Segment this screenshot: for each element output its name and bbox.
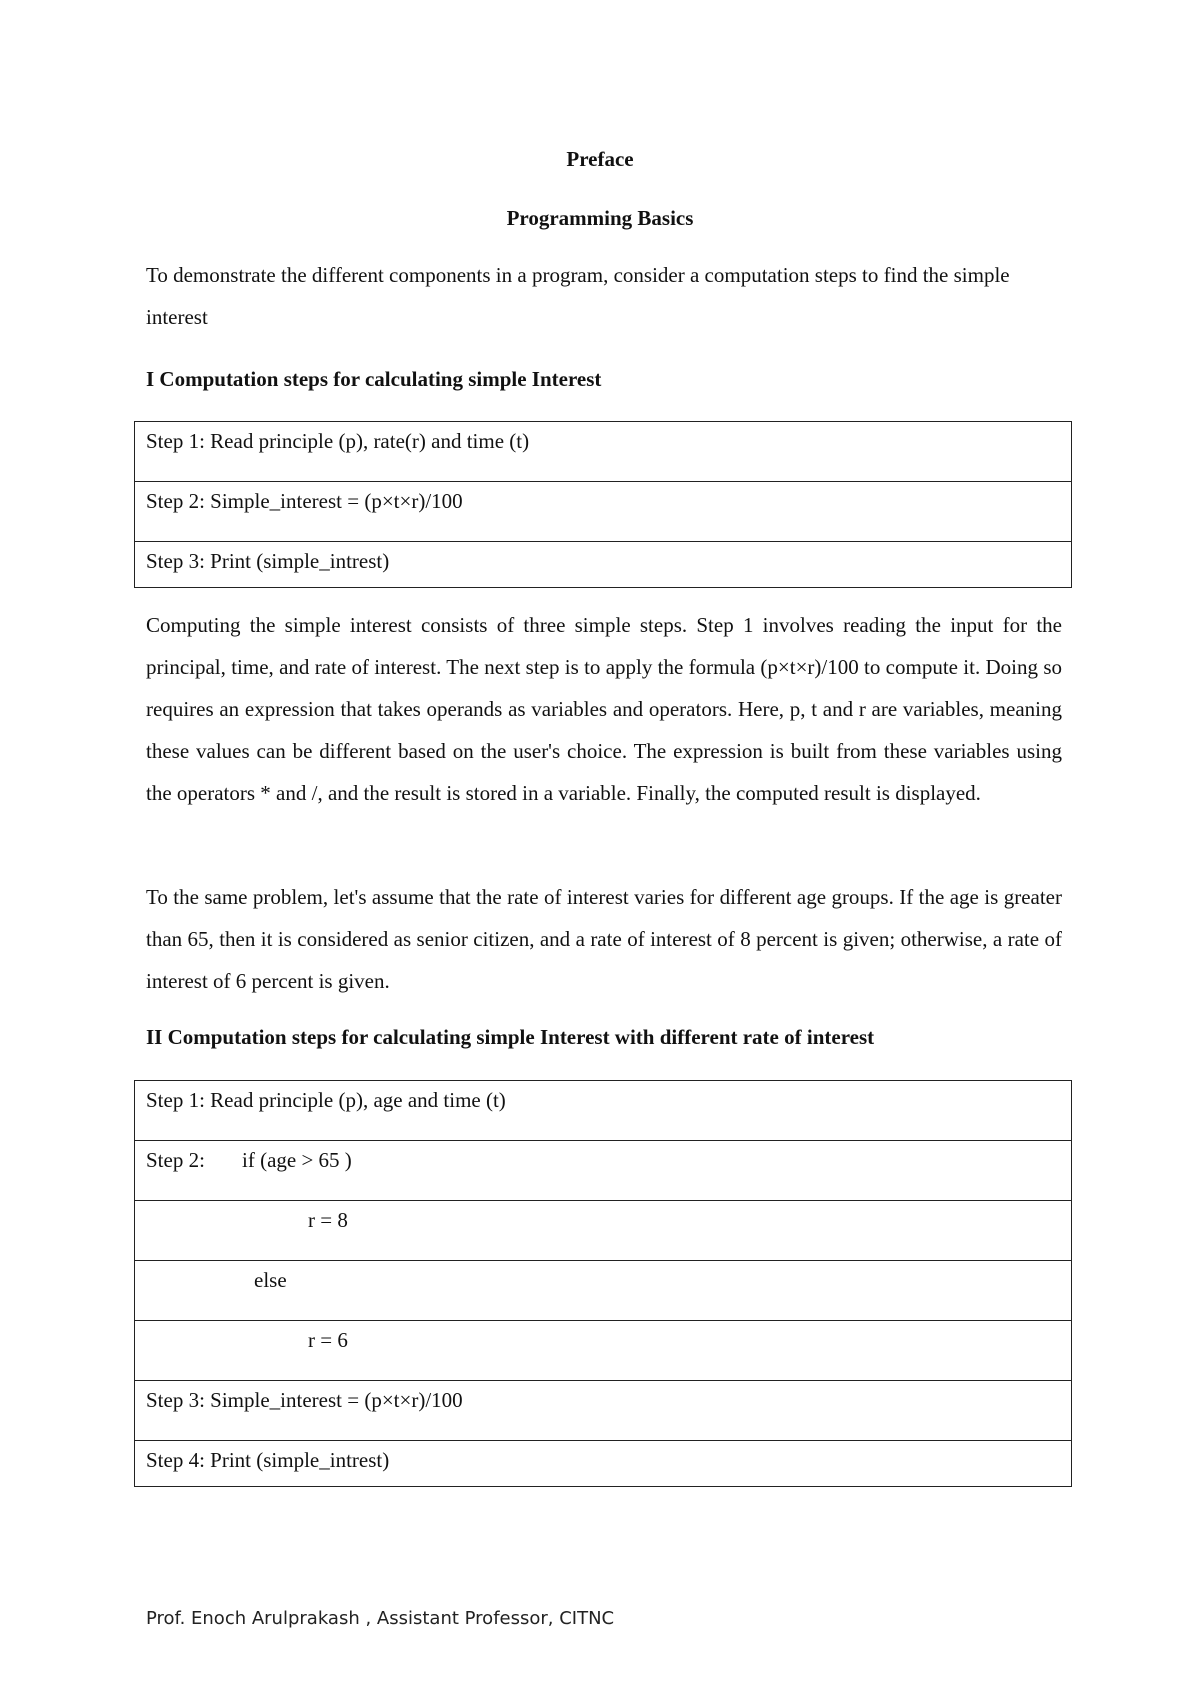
step-cell: Step 4: Print (simple_intrest): [135, 1441, 1072, 1487]
step-cell: Step 1: Read principle (p), age and time (t): [135, 1081, 1072, 1141]
assign-r6: r = 6: [308, 1328, 348, 1352]
step2-condition: if (age > 65 ): [242, 1148, 352, 1172]
page-subtitle: Programming Basics: [506, 206, 694, 230]
step-cell: [135, 1321, 1072, 1381]
explanation-paragraph: Computing the simple interest consists of three simple steps. Step 1 involves reading the input for the principal, time, and rate of interest. The next step is to apply the formula (p×t×r)/100 to compute it. Doing so requires an expression that takes operands as variables and operators. Here, p, t and r are variables, meaning these values can be different based on the user's choice. The expression is built from these variables using the operators * and /, and the result is stored in a variable. Finally, the computed result is displayed.: [146, 613, 1062, 805]
page-footer: Prof. Enoch Arulprakash , Assistant Professor, CITNC: [146, 1608, 615, 1629]
table-row: [135, 1321, 1072, 1381]
table-row: [135, 1201, 1072, 1261]
step-cell: [135, 1141, 1072, 1201]
age-paragraph: To the same problem, let's assume that the rate of interest varies for different age groups. If the age is greater than 65, then it is considered as senior citizen, and a rate of interest of 8 percent is given; otherwise, a rate of interest of 6 percent is given.: [146, 885, 1062, 993]
table-row: [135, 1441, 1072, 1487]
table-row: [135, 422, 1072, 482]
table-row: [135, 542, 1072, 588]
step2-label: Step 2:: [146, 1148, 205, 1172]
assign-r8: r = 8: [308, 1208, 348, 1232]
page-title: Preface: [566, 147, 634, 171]
step-cell: [135, 1261, 1072, 1321]
else-label: else: [254, 1268, 287, 1292]
step-cell: Step 1: Read principle (p), rate(r) and time (t): [135, 422, 1072, 482]
table-row: [135, 1081, 1072, 1141]
table-row: [135, 1261, 1072, 1321]
table-row: [135, 1141, 1072, 1201]
section2-heading: II Computation steps for calculating simple Interest with different rate of interest: [146, 1025, 875, 1049]
section1-heading: I Computation steps for calculating simple Interest: [146, 367, 602, 391]
step-cell: Step 3: Simple_interest = (p×t×r)/100: [135, 1381, 1072, 1441]
section2-steps-table: [134, 1080, 1072, 1487]
intro-paragraph: To demonstrate the different components in a program, consider a computation steps to find the simple interest: [146, 263, 1010, 329]
table-row: [135, 1381, 1072, 1441]
step-cell: Step 3: Print (simple_intrest): [135, 542, 1072, 588]
step-cell: [135, 1201, 1072, 1261]
table-row: [135, 482, 1072, 542]
section1-steps-table: [134, 421, 1072, 588]
step-cell: Step 2: Simple_interest = (p×t×r)/100: [135, 482, 1072, 542]
